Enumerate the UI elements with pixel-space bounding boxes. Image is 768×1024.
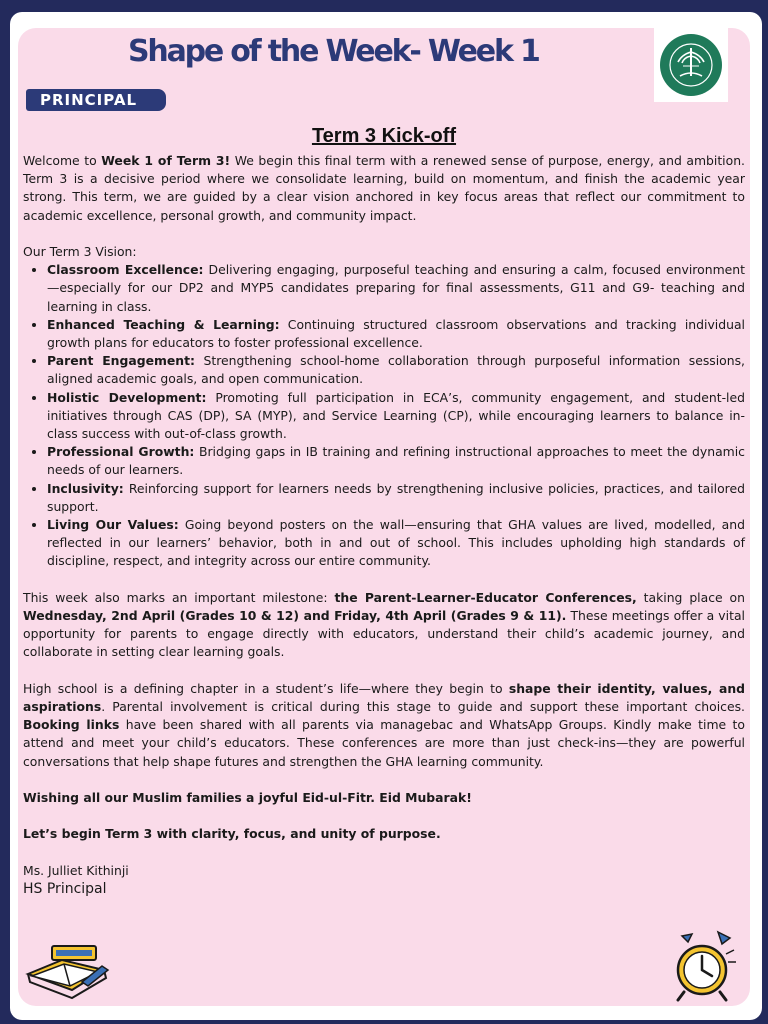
- list-item-title: Living Our Values:: [47, 517, 179, 533]
- school-crest-icon: [658, 32, 724, 98]
- intro-lead: Welcome to: [23, 153, 102, 168]
- list-item-title: Inclusivity:: [47, 480, 124, 496]
- closing-text: Let’s begin Term 3 with clarity, focus, and unity of purpose.: [23, 826, 441, 842]
- list-item-title: Enhanced Teaching & Learning:: [47, 316, 280, 332]
- conferences-rest: These meetings offer a vital opportunity for parents to engage directly with educators, understand their child’s academic journey, and collaborate in setting clear learning goals.: [23, 608, 745, 660]
- role-badge: PRINCIPAL: [26, 89, 166, 111]
- vision-list: [23, 261, 745, 570]
- high-school-rest: have been shared with all parents via managebac and WhatsApp Groups. Kindly make time to attend and meet your child’s educators. These conferences are more than just check-ins—they are powerful conversations that help shape futures and strengthen the GHA learning community.: [23, 717, 745, 769]
- list-item: [47, 443, 745, 479]
- vision-label: Our Term 3 Vision:: [23, 244, 137, 259]
- spacer: [23, 662, 745, 680]
- spacer: [23, 807, 745, 825]
- list-item: [47, 352, 745, 388]
- high-school-bold-2: Booking links: [23, 717, 120, 733]
- spacer: [23, 225, 745, 243]
- high-school-bold-1: shape their identity, values, and aspirations: [23, 680, 746, 715]
- list-item-text: Reinforcing support for learners needs by strengthening inclusive policies, practices, and tailored support.: [47, 480, 745, 514]
- signature-name: Ms. Julliet Kithinji: [23, 862, 129, 878]
- conferences-bold-1: the Parent-Learner-Educator Conferences,: [334, 589, 637, 605]
- letter-body: [23, 152, 745, 898]
- list-item-text: Bridging gaps in IB training and refining instructional approaches to meet the dynamic needs of our learners.: [47, 444, 745, 478]
- list-item-title: Parent Engagement:: [47, 353, 196, 369]
- conferences-bold-2: Wednesday, 2nd April (Grades 10 & 12) and Friday, 4th April (Grades 9 & 11).: [23, 608, 567, 624]
- section-heading: Term 3 Kick-off: [311, 125, 457, 147]
- conferences-paragraph: [23, 589, 745, 662]
- conferences-lead: This week also marks an important milestone:: [23, 589, 335, 605]
- list-item: [47, 316, 745, 352]
- eid-wish: [23, 789, 745, 807]
- intro-rest: We begin this final term with a renewed sense of purpose, energy, and ambition. Term 3 is a decisive period where we consolidate learning, build on momentum, and finish the academic year strong. This term, we are guided by a clear vision anchored in key focus areas that reflect our commitment to academic excellence, personal growth, and community impact.: [23, 153, 745, 223]
- list-item: [47, 261, 745, 316]
- list-item-text: Promoting full participation in ECA’s, community engagement, and student-led initiatives through CAS (DP), SA (MYP), and Service Learning (CP), while encouraging learners to balance in-class success with out-of-class growth.: [47, 389, 745, 442]
- eid-wish-text: Wishing all our Muslim families a joyful Eid-ul-Fitr. Eid Mubarak!: [23, 790, 472, 806]
- list-item-title: Professional Growth:: [47, 444, 195, 460]
- spacer: [23, 771, 745, 789]
- high-school-paragraph: [23, 680, 745, 771]
- intro-paragraph: [23, 152, 745, 225]
- list-item-text: Delivering engaging, purposeful teaching and ensuring a calm, focused environment—especially for our DP2 and MYP5 candidates preparing for final assessments, G11 and G9- teaching and learning in class.: [47, 262, 745, 314]
- list-item-text: Continuing structured classroom observations and tracking individual growth plans for educators to foster professional excellence.: [47, 316, 746, 351]
- list-item-text: Going beyond posters on the wall—ensuring that GHA values are lived, modelled, and reflected in our learners’ behavior, both in and out of school. This includes upholding high standards of discipline, respect, and integrity across our entire community.: [47, 517, 745, 569]
- signature-title: HS Principal: [23, 881, 107, 898]
- books-icon: [22, 940, 112, 1000]
- spacer: [23, 844, 745, 862]
- intro-bold: Week 1 of Term 3!: [101, 153, 231, 168]
- closing-line: [23, 825, 745, 843]
- list-item: [47, 389, 745, 444]
- week-title: Shape of the Week- Week 1: [128, 34, 539, 69]
- list-item-text: Strengthening school-home collaboration through purposeful information sessions, aligned academic goals, and open communication.: [47, 353, 745, 387]
- conferences-mid: taking place on: [636, 589, 745, 605]
- spacer: [23, 571, 745, 589]
- list-item: [47, 516, 745, 571]
- list-item-title: Classroom Excellence:: [47, 262, 204, 278]
- list-item: [47, 480, 745, 516]
- high-school-mid: . Parental involvement is critical during this stage to guide and support these important choices.: [101, 699, 745, 715]
- alarm-clock-icon: [668, 928, 738, 1004]
- school-logo: [654, 28, 728, 102]
- list-item-title: Holistic Development:: [47, 389, 207, 405]
- high-school-lead: High school is a defining chapter in a student’s life—where they begin to: [23, 680, 509, 696]
